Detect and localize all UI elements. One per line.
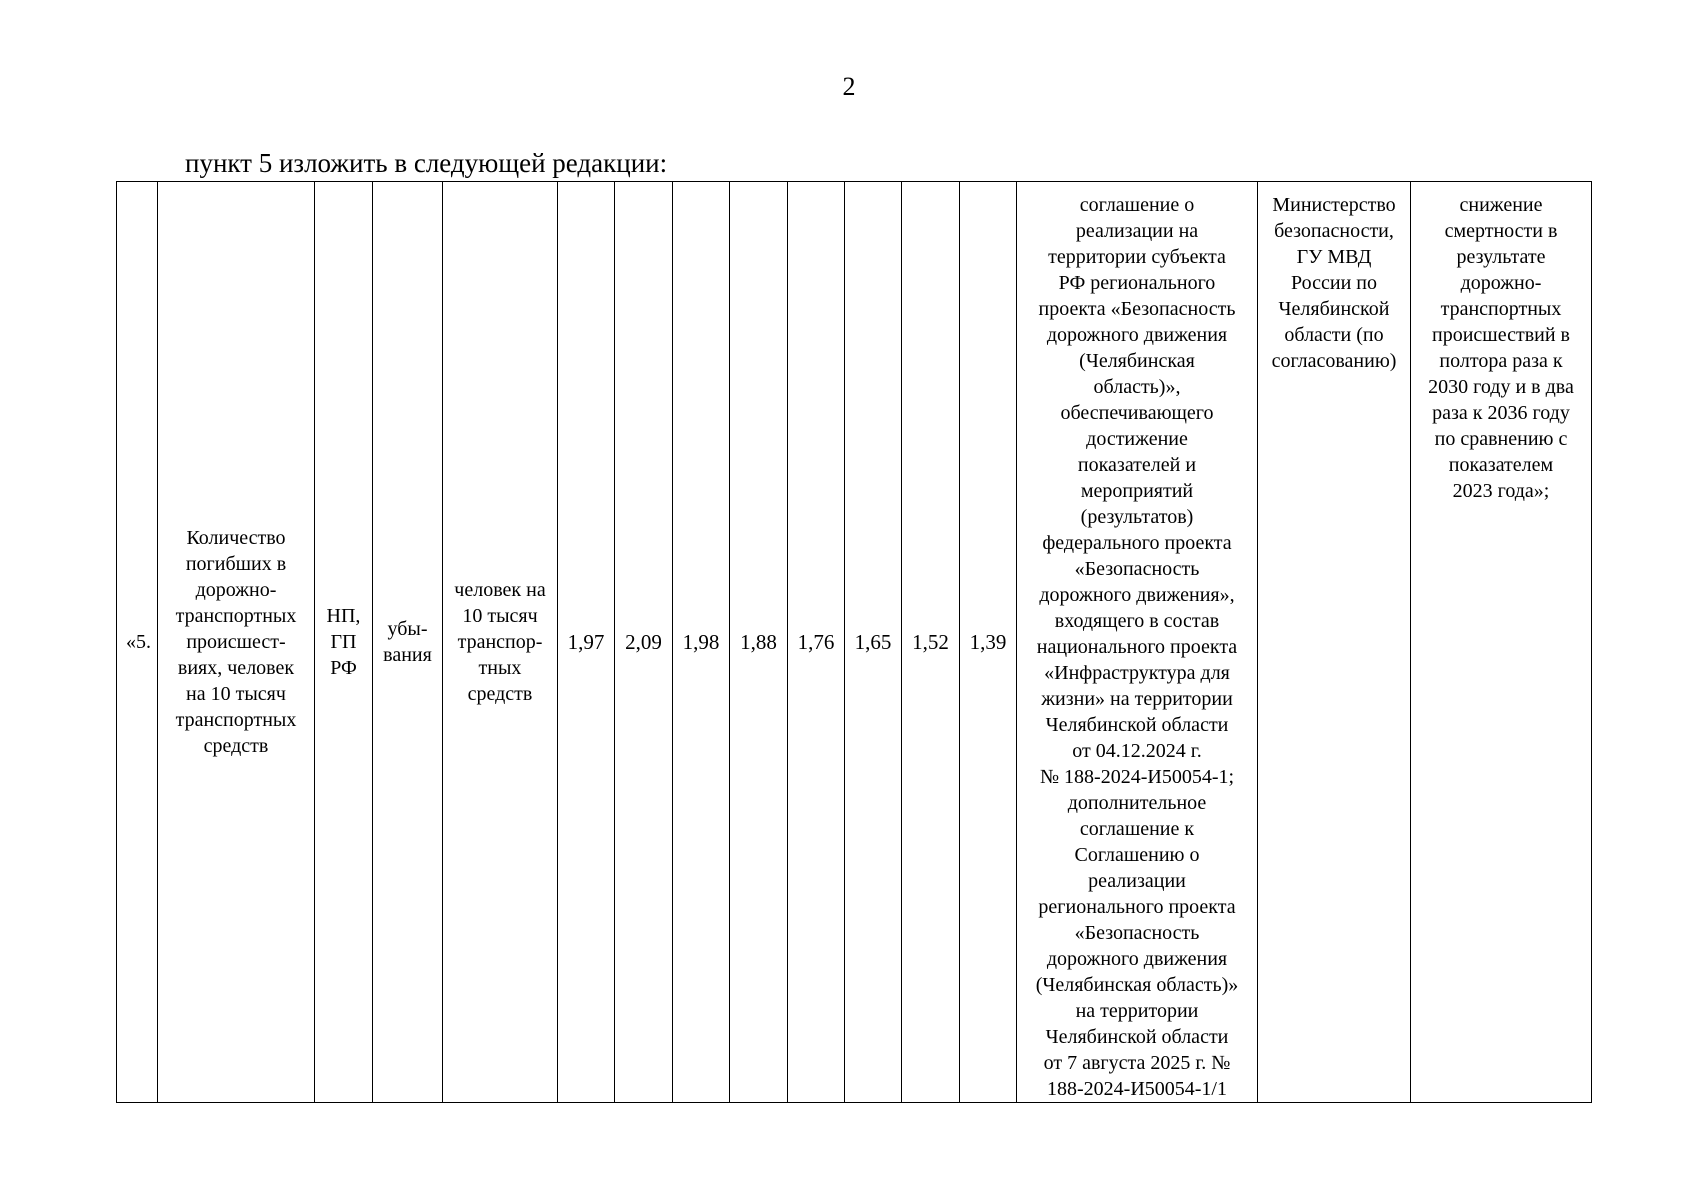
document-cell bbox=[1017, 182, 1258, 1103]
value-cell bbox=[558, 182, 615, 1103]
responsible-cell bbox=[1258, 182, 1411, 1103]
goal-cell bbox=[1411, 182, 1592, 1103]
indicator-value: 1,39 bbox=[969, 630, 1007, 654]
indicator-value: 2,09 bbox=[625, 630, 662, 654]
indicator-value: 1,88 bbox=[740, 630, 777, 654]
indicator-value: 1,98 bbox=[682, 630, 720, 654]
unit-cell bbox=[443, 182, 558, 1103]
indicator-value: 1,97 bbox=[567, 630, 605, 654]
value-cell bbox=[960, 182, 1017, 1103]
indicator-level: НП, ГП РФ bbox=[326, 605, 361, 679]
measurement-unit: человек на 10 тысяч транспор- тных средств bbox=[454, 579, 546, 705]
value-cell bbox=[615, 182, 673, 1103]
row-index: «5. bbox=[126, 631, 151, 653]
value-cell bbox=[673, 182, 730, 1103]
goal-description: снижение смертности в результате дорожно- транспортных происшествий в полтора раза к 2030 году и в два раза к 2036 году по сравнению с показателем 2023 года»; bbox=[1428, 194, 1574, 502]
level-cell bbox=[315, 182, 373, 1103]
responsible-authority: Министерство безопасности, ГУ МВД России по Челябинской области (по согласованию) bbox=[1271, 194, 1397, 372]
indicator-value: 1,76 bbox=[797, 630, 835, 654]
value-cell bbox=[788, 182, 845, 1103]
indicator-value: 1,52 bbox=[912, 630, 949, 654]
value-cell bbox=[902, 182, 960, 1103]
indicator-name-cell bbox=[158, 182, 315, 1103]
trend-cell bbox=[373, 182, 443, 1103]
value-cell bbox=[845, 182, 902, 1103]
value-cell bbox=[730, 182, 788, 1103]
indicator-name: Количество погибших в дорожно- транспортных происшест- виях, человек на 10 тысяч транспортных средств bbox=[175, 527, 297, 757]
page-number: 2 bbox=[842, 72, 856, 101]
basis-document-text: соглашение о реализации на территории субъекта РФ регионального проекта «Безопасность дорожного движения (Челябинская область)», обеспечивающего достижение показателей и мероприятий (результатов) федерального проекта «Безопасность дорожного движения», входящего в состав национального проекта «Инфраструктура для жизни» на территории Челябинской области от 04.12.2024 г. № 188-2024-И50054-1; дополнительное соглашение к Соглашению о реализации регионального проекта «Безопасность дорожного движения (Челябинская область)» на территории Челябинской области от 7 августа 2025 г. № 188-2024-И50054-1/1 bbox=[1035, 194, 1239, 1100]
amendment-intro-text: пункт 5 изложить в следующей редакции: bbox=[185, 148, 668, 178]
indicator-value: 1,65 bbox=[854, 630, 892, 654]
indicator-trend: убы- вания bbox=[383, 618, 432, 666]
table-row bbox=[117, 182, 1592, 1103]
indicator-table bbox=[116, 181, 1592, 1103]
row-index-cell bbox=[117, 182, 158, 1103]
